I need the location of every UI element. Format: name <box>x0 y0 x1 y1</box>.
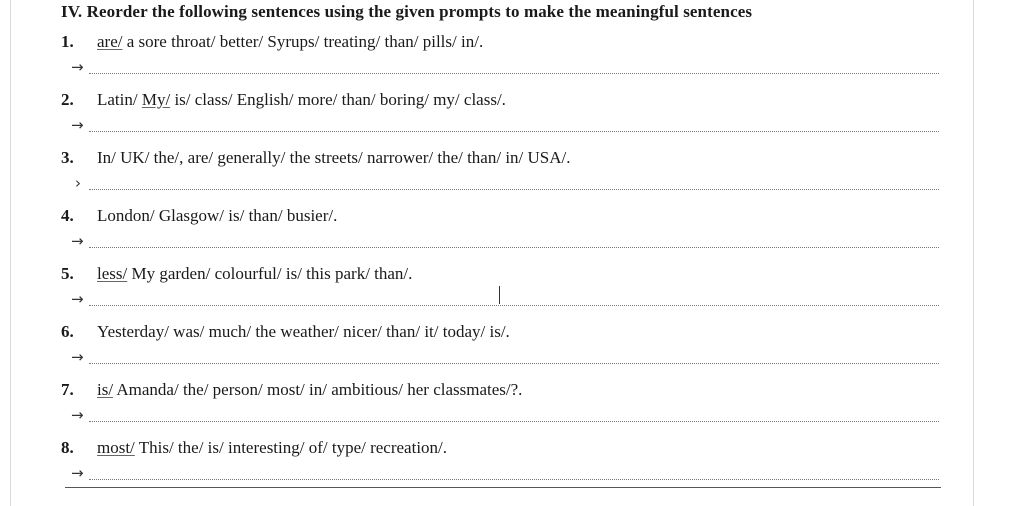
sentence-rest: a sore throat/ better/ Syrups/ treating/ than/ pills/ in/. <box>122 32 484 51</box>
item-number: 2. <box>61 90 74 109</box>
text-cursor <box>499 286 500 304</box>
item-number: 7. <box>61 380 74 399</box>
item-prompt <box>59 32 483 52</box>
item-sentence: In/ UK/ the/, are/ generally/ the streets/ narrower/ the/ than/ in/ USA/. <box>97 148 571 167</box>
item-prompt <box>59 380 522 400</box>
item-prompt <box>59 264 412 284</box>
item-prompt <box>59 438 447 458</box>
answer-line[interactable] <box>63 348 939 366</box>
item-prompt <box>59 148 571 168</box>
item-sentence <box>97 264 412 283</box>
exercise-item-1 <box>59 32 939 90</box>
underlined-word: less/ <box>97 264 128 283</box>
dotted-line <box>89 73 939 74</box>
item-sentence <box>97 32 483 51</box>
exercise-item-7 <box>59 380 939 438</box>
item-number: 1. <box>61 32 74 51</box>
arrow-icon: → <box>71 464 84 482</box>
sentence-rest: My garden/ colourful/ is/ this park/ than/. <box>127 264 413 283</box>
exercise-item-5 <box>59 264 939 322</box>
sentence-rest: This/ the/ is/ interesting/ of/ type/ recreation/. <box>134 438 448 457</box>
arrow-icon: → <box>71 58 84 76</box>
arrow-icon: → <box>71 232 84 250</box>
item-sentence <box>97 90 506 109</box>
underlined-word: most/ <box>97 438 135 457</box>
sentence-start: Latin/ <box>97 90 142 109</box>
answer-line[interactable] <box>63 464 939 482</box>
exercise-item-3 <box>59 148 939 206</box>
item-sentence <box>97 438 447 457</box>
item-sentence <box>97 380 522 399</box>
dotted-line <box>89 131 939 132</box>
answer-line[interactable] <box>63 116 939 134</box>
exercise-item-6 <box>59 322 939 380</box>
arrow-icon: → <box>71 348 84 366</box>
dotted-line <box>89 247 939 248</box>
item-number: 6. <box>61 322 74 341</box>
dotted-line <box>89 479 939 480</box>
exercise-item-4 <box>59 206 939 264</box>
bottom-rule <box>65 487 941 488</box>
dotted-line <box>89 421 939 422</box>
item-prompt <box>59 90 506 110</box>
arrow-icon: → <box>71 406 84 424</box>
sentence-rest: Amanda/ the/ person/ most/ in/ ambitious/ her classmates/?. <box>113 380 523 399</box>
exercise-heading: IV. Reorder the following sentences using the given prompts to make the meaningful sentences <box>61 2 753 21</box>
item-number: 8. <box>61 438 74 457</box>
answer-line[interactable] <box>63 58 939 76</box>
item-number: 3. <box>61 148 74 167</box>
item-prompt <box>59 206 337 226</box>
answer-line[interactable] <box>63 174 939 192</box>
item-sentence: London/ Glasgow/ is/ than/ busier/. <box>97 206 338 225</box>
underlined-word: are/ <box>97 32 123 51</box>
answer-line[interactable] <box>63 406 939 424</box>
arrow-icon: › <box>75 174 81 192</box>
arrow-icon: → <box>71 290 84 308</box>
answer-line[interactable] <box>63 290 939 308</box>
arrow-icon: → <box>71 116 84 134</box>
dotted-line <box>89 363 939 364</box>
item-number: 5. <box>61 264 74 283</box>
underlined-word: My/ <box>141 90 171 109</box>
worksheet-page <box>10 0 974 506</box>
item-number: 4. <box>61 206 74 225</box>
exercise-item-2 <box>59 90 939 148</box>
item-sentence: Yesterday/ was/ much/ the weather/ nicer/ than/ it/ today/ is/. <box>97 322 510 341</box>
answer-line[interactable] <box>63 232 939 250</box>
item-prompt <box>59 322 510 342</box>
underlined-word: is/ <box>97 380 114 399</box>
dotted-line <box>89 189 939 190</box>
sentence-rest: is/ class/ English/ more/ than/ boring/ my/ class/. <box>170 90 506 109</box>
dotted-line <box>89 305 939 306</box>
